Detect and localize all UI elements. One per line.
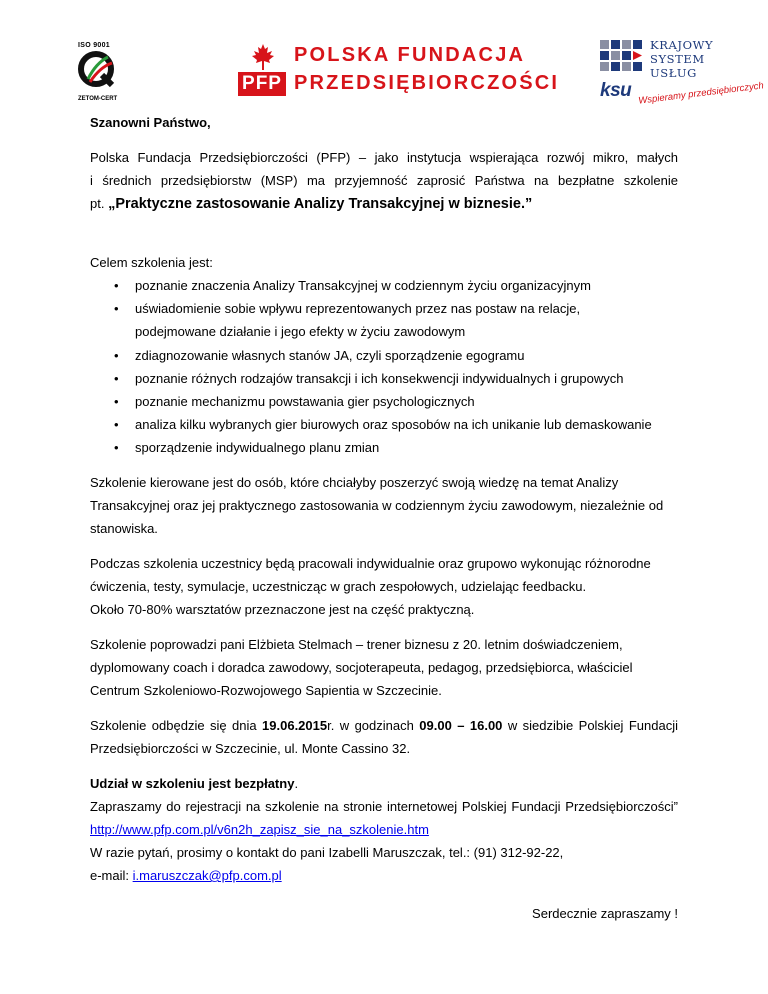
- audience-line-1: Szkolenie kierowane jest do osób, które chciałyby poszerzyć swoją wiedzę na temat Analizy: [90, 475, 619, 490]
- list-item: • poznanie znaczenia Analizy Transakcyjnej w codziennym życiu organizacyjnym: [90, 274, 678, 297]
- free-bold: Udział w szkoleniu jest bezpłatny: [90, 776, 295, 791]
- free-participation: [90, 772, 678, 795]
- date-text-b: r. w godzinach: [327, 718, 420, 733]
- goals-heading: Celem szkolenia jest:: [90, 255, 213, 270]
- list-item: • sporządzenie indywidualnego planu zmian: [90, 436, 678, 459]
- list-item: • poznanie różnych rodzajów transakcji i ich konsekwencji indywidualnych i grupowych: [90, 367, 678, 390]
- ksu-abbr: ksu: [600, 80, 632, 101]
- email-label: e-mail:: [90, 868, 133, 883]
- letterhead: [0, 0, 768, 110]
- greeting: Szanowni Państwo,: [90, 115, 211, 130]
- trainer-line-3: Centrum Szkoleniowo-Rozwojowego Sapientia w Szczecinie.: [90, 683, 442, 698]
- email-link[interactable]: i.maruszczak@pfp.com.pl: [132, 868, 282, 883]
- pfp-name-line1: POLSKA FUNDACJA: [294, 44, 526, 66]
- pfp-name-line2: PRZEDSIĘBIORCZOŚCI: [294, 72, 560, 94]
- contact-line: W razie pytań, prosimy o kontakt do pani Izabelli Maruszczak, tel.: (91) 312-92-22,: [90, 845, 564, 860]
- zetom-cert-icon: [78, 49, 118, 89]
- iso-label: ISO 9001: [78, 42, 110, 49]
- iso-9001-logo: [78, 42, 138, 102]
- ksu-word-1: KRAJOWY: [650, 38, 714, 52]
- register-link[interactable]: http://www.pfp.com.pl/v6n2h_zapisz_sie_na_szkolenie.htm: [90, 822, 429, 837]
- list-item: • zdiagnozowanie własnych stanów JA, czyli sporządzenie egogramu: [90, 344, 678, 367]
- pfp-logo: [234, 40, 560, 104]
- audience-line-2: Transakcyjnej oraz jej praktycznego zastosowania w codziennym życiu zawodowym, niezależnie od: [90, 498, 664, 513]
- closing: Serdecznie zapraszamy !: [532, 906, 678, 921]
- intro-line-1: Polska Fundacja Przedsiębiorczości (PFP) – jako instytucja wspierająca rozwój mikro, małych: [90, 150, 678, 165]
- intro-line-2: i średnich przedsiębiorstw (MSP) ma przyjemność zaprosić Państwa na bezpłatne szkolenie: [90, 173, 678, 188]
- trainer-line-2: dyplomowany coach i doradca zawodowy, socjoterapeuta, pedagog, przedsiębiorca, właściciel: [90, 660, 633, 675]
- list-item: • uświadomienie sobie wpływu reprezentowanych przez nas postaw na relacje, podejmowane działanie i jego efekty w życiu zawodowym: [90, 297, 678, 343]
- maple-leaf-icon: [252, 44, 274, 70]
- trainer-line-1: Szkolenie poprowadzi pani Elżbieta Stelmach – trener biznesu z 20. letnim doświadczeniem,: [90, 637, 623, 652]
- list-item: • analiza kilku wybranych gier biurowych oraz sposobów na ich unikanie lub demaskowanie: [90, 413, 678, 436]
- ksu-word-2: SYSTEM: [650, 52, 705, 66]
- date-text-c: w siedzibie Polskiej Fundacji: [502, 718, 678, 733]
- ksu-logo: [600, 36, 765, 107]
- date-line: [90, 714, 678, 737]
- ksu-tagline: Wspieramy przedsiębiorczych: [637, 80, 765, 107]
- audience-line-3: stanowiska.: [90, 521, 158, 536]
- location-line: Przedsiębiorczości w Szczecinie, ul. Monte Cassino 32.: [90, 741, 411, 756]
- goals-list: [90, 274, 678, 459]
- training-topic: „Praktyczne zastosowanie Analizy Transakcyjnej w biznesie.”: [108, 196, 533, 212]
- training-hours: 09.00 – 16.00: [419, 718, 503, 733]
- register-url-line: [90, 818, 678, 841]
- list-item: • poznanie mechanizmu powstawania gier psychologicznych: [90, 390, 678, 413]
- ksu-word-3: USŁUG: [650, 66, 697, 80]
- training-date: 19.06.2015: [262, 718, 328, 733]
- register-line: Zapraszamy do rejestracji na szkolenie na stronie internetowej Polskiej Fundacji Przedsiębiorczości”: [90, 799, 678, 814]
- free-dot: .: [294, 776, 299, 791]
- email-line: [90, 864, 678, 887]
- method-line-2: ćwiczenia, testy, symulacje, uczestnicząc w grach zespołowych, udzielając feedbacku.: [90, 579, 587, 594]
- intro-line-3: [90, 192, 678, 216]
- intro-prefix: pt.: [90, 196, 109, 211]
- ksu-name: [650, 38, 713, 80]
- method-line-1: Podczas szkolenia uczestnicy będą pracowali indywidualnie oraz grupowo wykonując różnorodne: [90, 556, 651, 571]
- method-line-3: Około 70-80% warsztatów przeznaczone jest na część praktyczną.: [90, 602, 475, 617]
- ksu-squares-icon: [600, 40, 646, 80]
- iso-org-label: ZETOM-CERT: [78, 96, 118, 102]
- letter-body: [90, 111, 678, 925]
- date-text-a: Szkolenie odbędzie się dnia: [90, 718, 263, 733]
- pfp-abbr: PFP: [238, 72, 286, 96]
